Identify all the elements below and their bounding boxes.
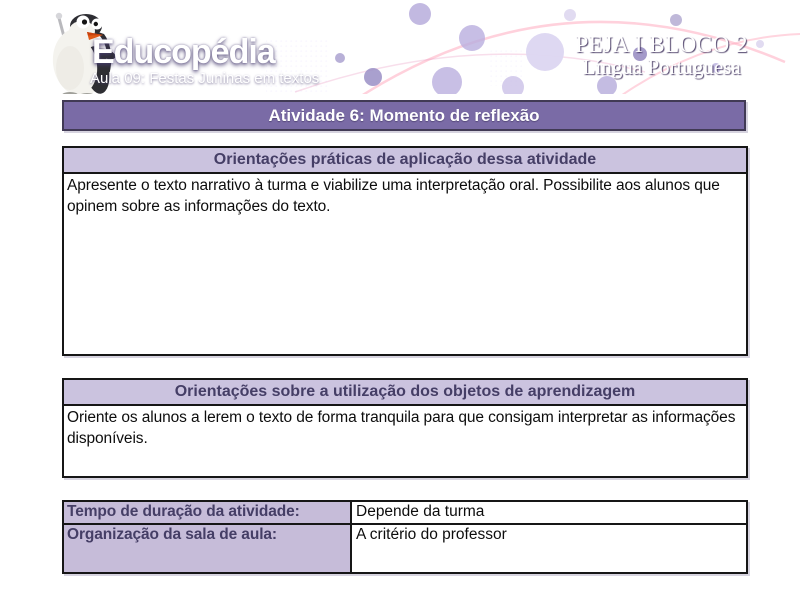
section-learning-objects [62,378,748,478]
course-program: PEJA I BLOCO 2 [575,32,748,57]
section-header: Orientações sobre a utilização dos objetos de aprendizagem [64,380,746,406]
section-practical-guidelines [62,146,748,356]
section-body: Apresente o texto narrativo à turma e viabilize uma interpretação oral. Possibilite aos alunos que opinem sobre as informações do texto. [67,177,720,215]
educopedia-logo: Educopédia [92,33,275,71]
table-row-value: Depende da turma [352,502,746,525]
table-row-label: Tempo de duração da atividade: [64,502,352,525]
lesson-label: Aula 09: Festas Juninas em textos [90,70,320,87]
activity-details-table [62,500,748,574]
section-body: Oriente os alunos a lerem o texto de forma tranquila para que consigam interpretar as informações disponíveis. [67,409,736,447]
table-row-value: A critério do professor [352,525,746,572]
header-banner [0,0,800,94]
table-row-label: Organização da sala de aula: [64,525,352,572]
section-header: Orientações práticas de aplicação dessa atividade [64,148,746,174]
course-subject: Língua Portuguesa [582,54,741,79]
course-info [576,33,749,79]
activity-title-bar [62,100,746,131]
activity-title: Atividade 6: Momento de reflexão [268,105,540,125]
